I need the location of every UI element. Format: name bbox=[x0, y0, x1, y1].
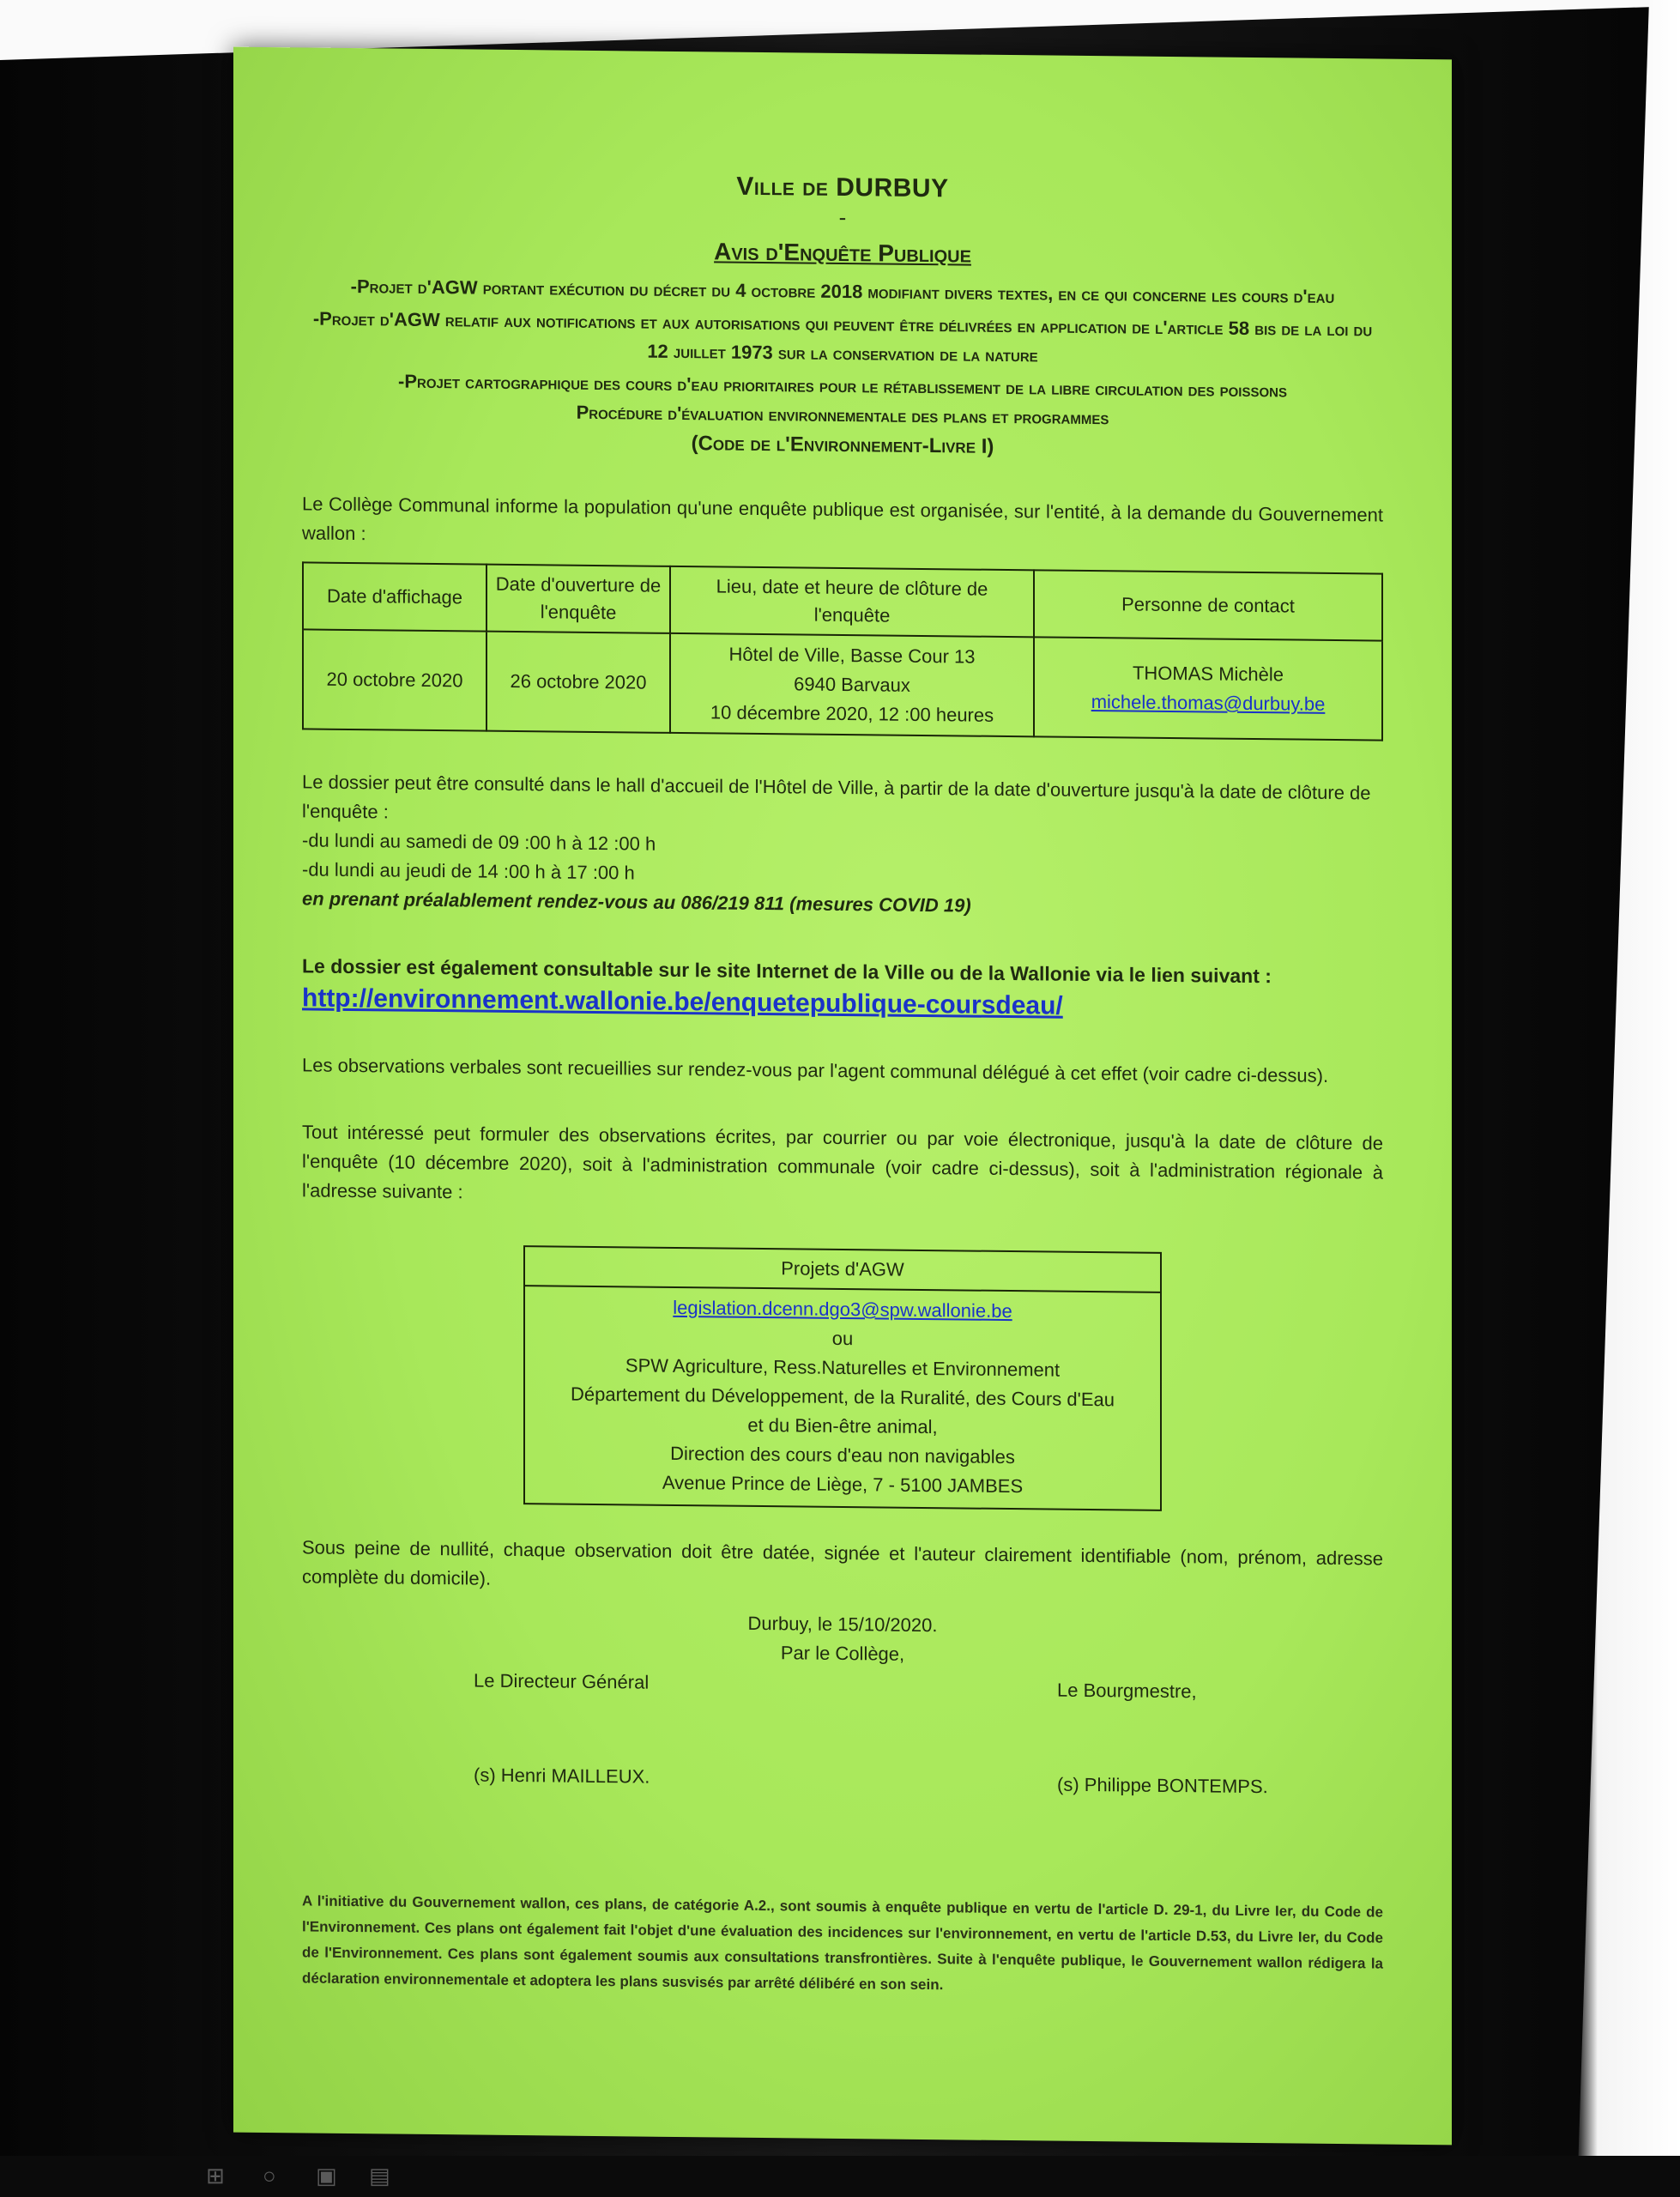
agw-line-2: Département du Développement, de la Ruralité, des Cours d'Eau bbox=[570, 1383, 1115, 1411]
project-1: -Projet d'AGW portant exécution du décret du 4 octobre 2018 modifiant divers textes, en ce qui concerne les cours d'eau bbox=[350, 275, 1335, 308]
taskbar bbox=[0, 2156, 1680, 2197]
director-name: (s) Henri MAILLEUX. bbox=[474, 1764, 650, 1788]
consultation-line-3: -du lundi au jeudi de 14 :00 h à 17 :00 h bbox=[302, 858, 635, 884]
cell-date-affichage: 20 octobre 2020 bbox=[303, 629, 486, 730]
inquiry-table bbox=[302, 561, 1383, 741]
footnote: A l'initiative du Gouvernement wallon, ces plans, de catégorie A.2., sont soumis à enquête publique en vertu de l'article D. 29-1, du Livre Ier, du Code de l'Environnement. Ces plans ont également fait l'objet d'une évaluation des incidences sur l'environnement, en vertu de l'article D.53, du Livre Ier, du Code de l'Environnement. Ces plans sont également soumis aux consultations transfrontières. Suite à l'enquête publique, le Gouvernement wallon rédigera la déclaration environnementale et adoptera les plans susvisés par arrêté délibéré en son sein. bbox=[302, 1892, 1383, 1994]
notice-header bbox=[302, 167, 1383, 463]
header-date-affichage: Date d'affichage bbox=[303, 562, 486, 631]
notice-document bbox=[302, 167, 1383, 2002]
table-header-row bbox=[303, 562, 1382, 640]
header-date-ouverture: Date d'ouverture de l'enquête bbox=[486, 565, 670, 633]
mayor-title: Le Bourgmestre, bbox=[1057, 1679, 1197, 1703]
consultation-line-2: -du lundi au samedi de 09 :00 h à 12 :00 h bbox=[302, 829, 656, 855]
project-2: -Projet d'AGW relatif aux notifications et aux autorisations qui peuvent être délivrées en application de l'article 58 bis de la loi du 12 juillet 1973 sur la conservation de la nature bbox=[312, 307, 1373, 366]
place-date: Durbuy, le 15/10/2020. bbox=[747, 1612, 938, 1637]
written-observations: Tout intéressé peut formuler des observations écrites, par courrier ou par voie électronique, jusqu'à la date de clôture de l'enquête (10 décembre 2020), soit à l'administration communale (voir cadre ci-dessus), soit à l'administration régionale à l'adresse suivante : bbox=[302, 1121, 1383, 1203]
director-title: Le Directeur Général bbox=[474, 1669, 650, 1693]
mayor-name: (s) Philippe BONTEMPS. bbox=[1057, 1773, 1268, 1798]
agw-line-4: Direction des cours d'eau non navigables bbox=[670, 1442, 1015, 1468]
agw-email-link[interactable]: legislation.dcenn.dgo3@spw.wallonie.be bbox=[673, 1296, 1012, 1322]
nullity-paragraph: Sous peine de nullité, chaque observation doit être datée, signée et l'auteur clairement identifiable (nom, prénom, adresse complète du domicile). bbox=[302, 1536, 1383, 1589]
agw-line-3: et du Bien-être animal, bbox=[747, 1413, 938, 1438]
consultation-line-1: Le dossier peut être consulté dans le hall d'accueil de l'Hôtel de Ville, à partir de la date d'ouverture jusqu'à la date de clôture de l'enquête : bbox=[302, 771, 1371, 823]
cell-lieu bbox=[670, 633, 1034, 736]
lieu-line-1: Hôtel de Ville, Basse Cour 13 bbox=[728, 643, 976, 668]
table-row bbox=[303, 629, 1382, 740]
agw-ou: ou bbox=[831, 1327, 854, 1350]
notice-title: Avis d'Enquête Publique bbox=[714, 238, 971, 268]
code-line: (Code de l'Environnement-Livre I) bbox=[691, 432, 994, 458]
header-lieu: Lieu, date et heure de clôture de l'enquête bbox=[670, 566, 1034, 637]
city-name: Ville de DURBUY bbox=[736, 172, 949, 203]
procedure-line: Procédure d'évaluation environnementale des plans et programmes bbox=[576, 401, 1109, 429]
search-icon[interactable]: ○ bbox=[263, 2163, 276, 2188]
header-contact: Personne de contact bbox=[1034, 570, 1382, 640]
verbal-observations: Les observations verbales sont recueillies sur rendez-vous par l'agent communal délégué à cet effet (voir cadre ci-dessus). bbox=[302, 1054, 1329, 1086]
header-dash: - bbox=[838, 203, 847, 231]
cell-contact bbox=[1034, 637, 1382, 740]
contact-email-link[interactable]: michele.thomas@durbuy.be bbox=[1091, 691, 1326, 715]
windows-icon[interactable]: ⊞ bbox=[206, 2163, 225, 2188]
lieu-line-3: 10 décembre 2020, 12 :00 heures bbox=[710, 701, 994, 726]
task-view-icon[interactable]: ▣ bbox=[316, 2163, 337, 2188]
consultation-block bbox=[302, 767, 1383, 924]
cell-date-ouverture: 26 octobre 2020 bbox=[486, 632, 670, 733]
agw-address-box bbox=[523, 1245, 1162, 1511]
agw-line-1: SPW Agriculture, Ress.Naturelles et Environnement bbox=[625, 1354, 1061, 1381]
signature-block bbox=[302, 1605, 1383, 1865]
environment-link[interactable]: http://environnement.wallonie.be/enquetepublique-coursdeau/ bbox=[302, 984, 1063, 1020]
lieu-line-2: 6940 Barvaux bbox=[794, 673, 910, 696]
project-3: -Projet cartographique des cours d'eau prioritaires pour le rétablissement de la libre circulation des poissons bbox=[398, 370, 1287, 402]
app-icon[interactable]: ▤ bbox=[369, 2163, 390, 2188]
agw-box-title: Projets d'AGW bbox=[525, 1247, 1160, 1293]
intro-paragraph: Le Collège Communal informe la population qu'une enquête publique est organisée, sur l'entité, à la demande du Gouvernement wallon : bbox=[302, 493, 1383, 545]
agw-box-body bbox=[525, 1286, 1160, 1510]
par-le-college: Par le Collège, bbox=[780, 1642, 905, 1665]
internet-block bbox=[302, 951, 1383, 1024]
contact-name: THOMAS Michèle bbox=[1132, 662, 1284, 686]
agw-line-5: Avenue Prince de Liège, 7 - 5100 JAMBES bbox=[662, 1471, 1024, 1498]
internet-text: Le dossier est également consultable sur le site Internet de la Ville ou de la Wallonie via le lien suivant : bbox=[302, 954, 1272, 988]
monitor-screen bbox=[233, 47, 1452, 2146]
consultation-line-4: en prenant préalablement rendez-vous au 086/219 811 (mesures COVID 19) bbox=[302, 887, 971, 917]
